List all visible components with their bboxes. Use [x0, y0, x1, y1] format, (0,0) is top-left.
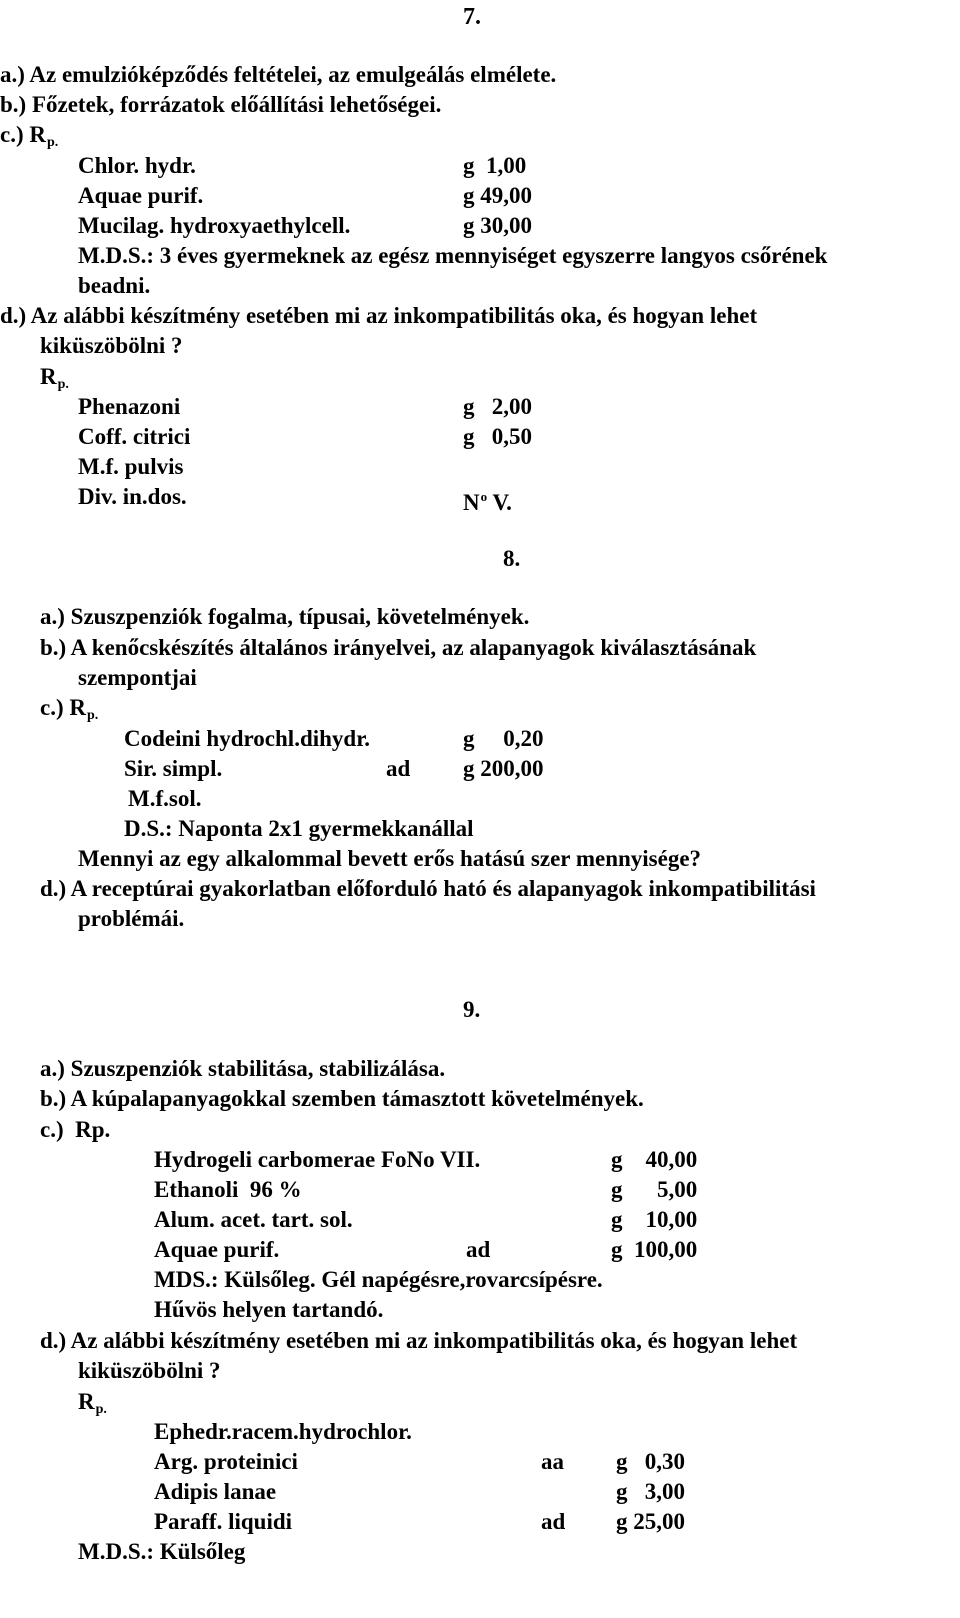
- storage-instruction: Hűvös helyen tartandó.: [154, 1297, 384, 1322]
- ingredient-name: Aquae purif.: [154, 1237, 280, 1262]
- section-7-question-a: a.) Az emulzióképződés feltételei, az emulgeálás elmélete.: [0, 62, 557, 87]
- section-7-question-d: d.) Az alábbi készítmény esetében mi az inkompatibilitás oka, és hogyan lehet: [0, 303, 758, 328]
- rx-subscript: p.: [46, 135, 59, 150]
- ingredient-name: Paraff. liquidi: [154, 1509, 293, 1534]
- ingredient-name: Aquae purif.: [78, 183, 204, 208]
- rx-subscript: p.: [57, 377, 69, 392]
- ingredient-amount: g 10,00: [611, 1207, 698, 1232]
- ingredient-name: Coff. citrici: [78, 424, 191, 449]
- section-8-question-c: [40, 692, 98, 723]
- ingredient-amount: g 200,00: [463, 756, 544, 781]
- section-8-number: 8.: [503, 546, 521, 571]
- ingredient-name: Chlor. hydr.: [78, 153, 196, 178]
- ingredient-amount: g 0,20: [463, 726, 544, 751]
- section-8-question-b: b.) A kenőcskészítés általános irányelvei, az alapanyagok kiválasztásának: [40, 635, 757, 660]
- section-9-number: 9.: [463, 997, 481, 1022]
- section-9-question-b: b.) A kúpalapanyagokkal szemben támasztott követelmények.: [40, 1086, 644, 1111]
- rx-label: c.) R: [40, 695, 86, 720]
- ingredient-name: Arg. proteinici: [154, 1449, 298, 1474]
- ingredient-name: Hydrogeli carbomerae FoNo VII.: [154, 1147, 481, 1172]
- rx-subscript: p.: [86, 708, 99, 723]
- signa-instruction-continued: beadni.: [78, 273, 151, 298]
- section-7-question-b: b.) Főzetek, forrázatok előállítási lehetőségei.: [0, 92, 442, 117]
- section-7-number: 7.: [463, 4, 481, 30]
- ingredient-amount: g 49,00: [463, 183, 532, 208]
- ingredient-amount: g 1,00: [463, 153, 527, 178]
- ingredient-name: Mucilag. hydroxyaethylcell.: [78, 213, 351, 238]
- rx-label: R: [40, 364, 57, 389]
- section-7-question-c: [0, 119, 58, 150]
- ad-marker: ad: [466, 1237, 491, 1262]
- dose-count: [463, 481, 512, 515]
- rx-heading: [40, 361, 69, 392]
- section-9-question-a: a.) Szuszpenziók stabilitása, stabilizálása.: [40, 1056, 446, 1081]
- ingredient-amount: g 0,50: [463, 424, 532, 449]
- rx-heading: [78, 1386, 107, 1417]
- ingredient-name: Ephedr.racem.hydrochlor.: [154, 1419, 412, 1444]
- preparation-instruction: M.f.sol.: [128, 786, 202, 811]
- ingredient-name: Sir. simpl.: [124, 756, 223, 781]
- ingredient-amount: g 3,00: [616, 1479, 685, 1504]
- section-9-question-d-continued: kiküszöbölni ?: [78, 1358, 221, 1383]
- numero-label: N: [463, 490, 480, 515]
- section-8-question-c-task: Mennyi az egy alkalommal bevett erős hatású szer mennyisége?: [78, 846, 702, 871]
- ad-marker: ad: [541, 1509, 566, 1534]
- signa-instruction: M.D.S.: 3 éves gyermeknek az egész mennyiséget egyszerre langyos csőrének: [78, 243, 828, 268]
- section-8-question-d-continued: problémái.: [78, 906, 185, 931]
- ingredient-amount: g 40,00: [611, 1147, 698, 1172]
- signa-instruction: D.S.: Naponta 2x1 gyermekkanállal: [124, 816, 474, 841]
- ingredient-amount: g 30,00: [463, 213, 532, 238]
- section-9-question-d: d.) Az alábbi készítmény esetében mi az inkompatibilitás oka, és hogyan lehet: [40, 1328, 798, 1353]
- ingredient-amount: g 5,00: [611, 1177, 698, 1202]
- numero-superscript: o: [480, 489, 488, 504]
- ingredient-amount: g 2,00: [463, 394, 532, 419]
- signa-instruction: M.D.S.: Külsőleg: [78, 1539, 246, 1564]
- aa-marker: aa: [541, 1449, 564, 1474]
- division-instruction: Div. in.dos.: [78, 484, 187, 509]
- numero-value: V.: [487, 490, 512, 515]
- preparation-instruction: M.f. pulvis: [78, 454, 184, 479]
- section-8-question-d: d.) A receptúrai gyakorlatban előforduló ható és alapanyagok inkompatibilitási: [40, 876, 816, 901]
- rx-subscript: p.: [95, 1402, 107, 1417]
- rx-label: R: [78, 1389, 95, 1414]
- ingredient-name: Codeini hydrochl.dihydr.: [124, 726, 371, 751]
- section-9-question-c: c.) Rp.: [40, 1117, 111, 1142]
- ingredient-name: Adipis lanae: [154, 1479, 277, 1504]
- ingredient-name: Alum. acet. tart. sol.: [154, 1207, 353, 1232]
- signa-instruction: MDS.: Külsőleg. Gél napégésre,rovarcsípésre.: [154, 1267, 603, 1292]
- ingredient-amount: g 25,00: [616, 1509, 685, 1534]
- ingredient-amount: g 100,00: [611, 1237, 698, 1262]
- section-8-question-b-continued: szempontjai: [78, 665, 197, 690]
- ingredient-name: Phenazoni: [78, 394, 181, 419]
- ingredient-amount: g 0,30: [616, 1449, 685, 1474]
- section-8-question-a: a.) Szuszpenziók fogalma, típusai, követelmények.: [40, 604, 530, 629]
- ingredient-name: Ethanoli 96 %: [154, 1177, 302, 1202]
- section-7-question-d-continued: kiküszöbölni ?: [40, 333, 183, 358]
- rx-label: c.) R: [0, 122, 46, 147]
- ad-marker: ad: [386, 756, 411, 781]
